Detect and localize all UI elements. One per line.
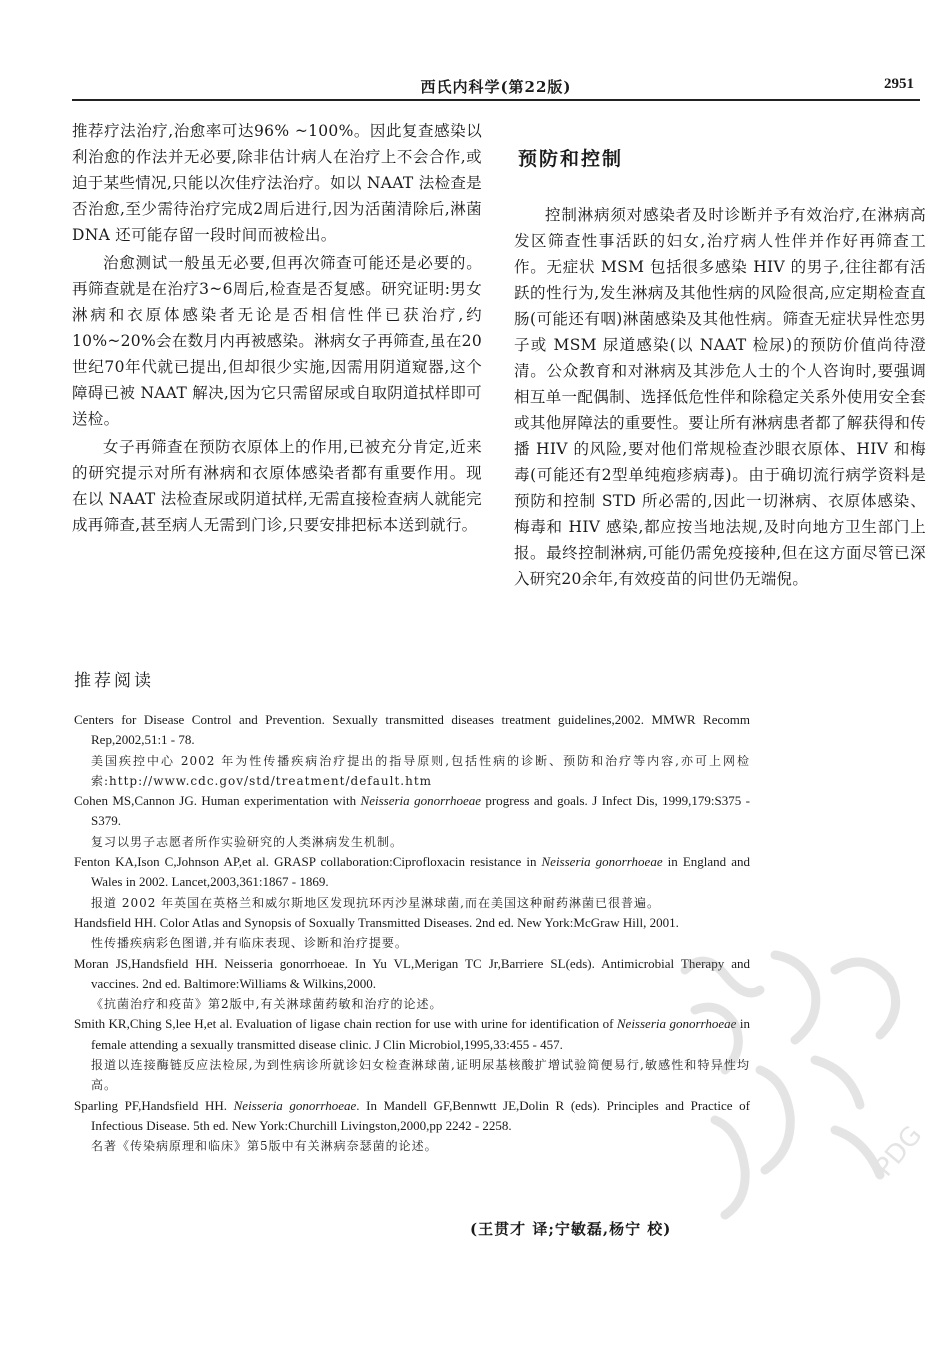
- paragraph: 女子再筛查在预防衣原体上的作用,已被充分肯定,近来的研究提示对所有淋病和衣原体感染者都有重要作用。现在以 NAAT 法检查尿或阴道拭样,无需直接检查病人就能完成再筛查,甚至病人无需到门诊,只要安排把标本送到就行。: [72, 438, 482, 534]
- reference-item: [74, 954, 750, 1015]
- reference-citation: Fenton KA,Ison C,Johnson AP,et al. GRASP collaboration:Ciprofloxacin resistance in: [74, 854, 542, 870]
- reference-citation-italic: Neisseria gonorrhoeae: [233, 1097, 357, 1113]
- reference-summary: 美国疾控中心 2002 年为性传播疾病治疗提出的指导原则,包括性病的诊断、预防和治疗等内容,亦可上网检索:http://www.cdc.gov/std/treatment/default.htm: [91, 753, 750, 788]
- paragraph: 推荐疗法治疗,治愈率可达96% ~100%。因此复查感染以利治愈的作法并无必要,除非估计病人在治疗上不会合作,或迫于某些情况,只能以次佳疗法治疗。如以 NAAT 法检查是否治愈,至少需待治疗完成2周后进行,因为活菌清除后,淋菌 DNA 还可能存留一段时间而被检出。: [72, 122, 482, 244]
- reference-citation-italic: Neisseria gonorrhoeae: [360, 793, 481, 809]
- watermark-text: PDG: [869, 1120, 929, 1183]
- reference-summary: 报道 2002 年英国在英格兰和威尔斯地区发现抗环丙沙星淋球菌,而在美国这种耐药淋菌已很普遍。: [91, 895, 660, 910]
- reference-item: [74, 852, 750, 913]
- watermark-calligraphy-icon: [685, 955, 896, 1215]
- reference-summary: 《抗菌治疗和疫苗》第2版中,有关淋球菌药敏和治疗的论述。: [91, 997, 443, 1012]
- page-number: 2951: [884, 76, 914, 92]
- section-heading: 预防和控制: [518, 148, 624, 170]
- reference-citation: Centers for Disease Control and Prevention. Sexually transmitted diseases treatment guidelines,2002. MMWR Recomm Rep,2002,51:1 - 78.: [74, 712, 750, 748]
- reference-summary: 名著《传染病原理和临床》第5版中有关淋病奈瑟菌的论述。: [91, 1139, 438, 1154]
- reference-citation: progress and goals. J Infect Dis, 1999,179:S375 - S379.: [91, 793, 751, 829]
- paragraph: 治愈测试一般虽无必要,但再次筛查可能还是必要的。再筛查就是在治疗3~6周后,检查是否复感。研究证明:男女淋病和衣原体感染者无论是否相信性伴已获治疗,约10%~20%会在数月内再被感染。淋病女子再筛查,虽在20世纪70年代就已提出,但却很少实施,因需用阴道窥器,这个障碍已被 NAAT 解决,因为它只需留尿或自取阴道拭样即可送检。: [72, 254, 482, 428]
- reference-item: [74, 791, 750, 852]
- reference-citation-italic: Neisseria gonorrhoeae: [541, 854, 663, 870]
- left-column: [72, 118, 482, 538]
- reference-citation: Cohen MS,Cannon JG. Human experimentation with: [74, 793, 361, 809]
- book-title: 西氏内科学(第22版): [420, 78, 572, 96]
- reference-item: [74, 913, 750, 954]
- translator-credits: (王贯才 译;宁敏磊,杨宁 校): [470, 1220, 672, 1238]
- reference-summary: 复习以男子志愿者所作实验研究的人类淋病发生机制。: [91, 834, 404, 849]
- paragraph: 控制淋病须对感染者及时诊断并予有效治疗,在淋病高发区筛查性事活跃的妇女,治疗病人性伴并作好再筛查工作。无症状 MSM 包括很多感染 HIV 的男子,往往都有活跃的性行为,发生淋病及其他性病的风险很高,应定期检查直肠(可能还有咽)淋菌感染及其他性病。筛查无症状异性恋男子或 MSM 尿道感染(以 NAAT 检尿)的预防价值尚待澄清。公众教育和对淋病及其涉危人士的个人咨询时,要强调相互单一配偶制、选择低危性伴和除稳定关系外使用安全套或其他屏障法的重要性。要让所有淋病患者都了解获得和传播 HIV 的风险,要对他们常规检查沙眼衣原体、HIV 和梅毒(可能还有2型单纯疱疹病毒)。由于确切流行病学资料是预防和控制 STD 所必需的,因此一切淋病、衣原体感染、梅毒和 HIV 感染,都应按当地法规,及时向地方卫生部门上报。最终控制淋病,可能仍需免疫接种,但在这方面尽管已深入研究20余年,有效疫苗的问世仍无端倪。: [514, 206, 926, 588]
- reference-item: [74, 710, 750, 791]
- reference-summary: 性传播疾病彩色图谱,并有临床表现、诊断和治疗提要。: [91, 936, 408, 951]
- reference-citation: in female attending a sexually transmitted disease clinic. J Clin Microbiol,1995,33:455 - 457.: [91, 1016, 750, 1052]
- right-column: [514, 118, 926, 592]
- reference-summary: 报道以连接酶链反应法检尿,为到性病诊所就诊妇女检查淋球菌,证明尿基核酸扩增试验简便易行,敏感性和特异性均高。: [91, 1058, 750, 1093]
- references-heading: 推荐阅读: [74, 671, 154, 691]
- reference-citation: in England and Wales in 2002. Lancet,2003,361:1867 - 1869.: [91, 854, 750, 890]
- reference-item: [74, 1096, 750, 1157]
- reference-citation: . In Mandell GF,Bennwtt JE,Dolin R (eds). Principles and Practice of Infectious Disease. 5th ed. New York:Churchill Livingston,2000,pp 2242 - 2258.: [91, 1097, 750, 1133]
- reference-citation: Smith KR,Ching S,lee H,et al. Evaluation of ligase chain rection for use with urine for identification of: [74, 1016, 617, 1032]
- reference-citation: Handsfield HH. Color Atlas and Synopsis of Soxually Transmitted Diseases. 2nd ed. New York:McGraw Hill, 2001.: [74, 914, 679, 930]
- reference-citation-italic: Neisseria gonorrhoeae: [616, 1016, 737, 1032]
- running-header: [72, 74, 920, 100]
- reference-item: [74, 1014, 750, 1095]
- pdg-watermark-logo: [665, 930, 935, 1230]
- reference-citation: Sparling PF,Handsfield HH.: [74, 1097, 234, 1113]
- reference-citation: Moran JS,Handsfield HH. Neisseria gonorrhoeae. In Yu VL,Merigan TC Jr,Barriere SL(eds). Antimicrobial Therapy and vaccines. 2nd ed. Baltimore:Williams & Wilkins,2000.: [74, 955, 750, 991]
- header-rule: [72, 99, 920, 101]
- reference-list: [74, 710, 750, 1157]
